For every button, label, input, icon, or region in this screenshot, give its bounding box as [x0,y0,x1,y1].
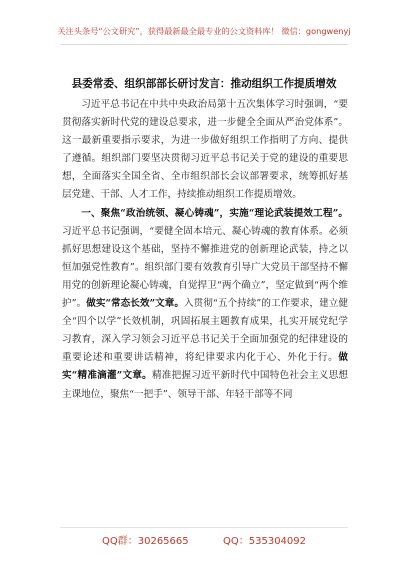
footer-divider [60,527,348,528]
document-body [62,96,348,404]
paragraph-text: 入贯彻“五个持续”的工作要求，建立健全“四个以学”长效机制，巩固拓展主题教育成果，扎实开展党纪学习教育，深入学习领会习近平总书记关于全面加强党的纪律建设的重要论述和重要讲话精神，将纪律要求内化于心、外化于行。 [62,298,348,364]
footer-contact [0,532,408,547]
subsection-heading: 做实“精准滴灌”文章。 [62,352,348,382]
paragraph-intro [62,96,348,205]
paragraph-text: 习近平总书记强调，“要健全固本培元、凝心铸魂的教育体系。必须抓好思想建设这个基础，坚持不懈推进党的创新理论武装，持之以恒加强党性教育”。组织部门要有效教育引导广大党员干部坚持不懈用党的创新理论凝心铸魂，自觉捍卫“两个确立”，坚定做到“两个维护”。 [62,225,348,310]
footer-qq-number: QQ：535304092 [223,536,307,547]
section-heading: 一、聚焦“政治统领、凝心铸魂”，实施“理论武装提效工程”。 [81,207,348,219]
paragraph-section-one [62,205,348,404]
paragraph-text: 习近平总书记在中共中央政治局第十五次集体学习时强调，“要贯彻落实新时代党的建设总要求，进一步健全全面从严治党体系”。这一最新重要指示要求，为进一步做好组织工作指明了方向、提供了遵循。组织部门要坚决贯彻习近平总书记关于党的建设的重要思想，全面落实全国全省、全市组织部长会议部署要求，统筹抓好基层党建、干部、人才工作，持续推动组织工作提质增效。 [62,99,348,201]
paragraph-text: 精准把握习近平新时代中国特色社会主义思想主课地位，聚焦“一把手”、领导干部、年轻干部等不同 [62,370,348,400]
header-promo-note: 关注头条号“公文研究”，获得最新最全最专业的公文资料库！ 微信：gongwenyj [57,26,351,36]
document-title: 县委常委、组织部部长研讨发言：推动组织工作提质增效 [71,78,337,90]
footer-qq-group: QQ群：30265665 [101,536,189,547]
subsection-heading: 做实“常态长效”文章。 [86,298,185,310]
header-divider [60,44,348,45]
